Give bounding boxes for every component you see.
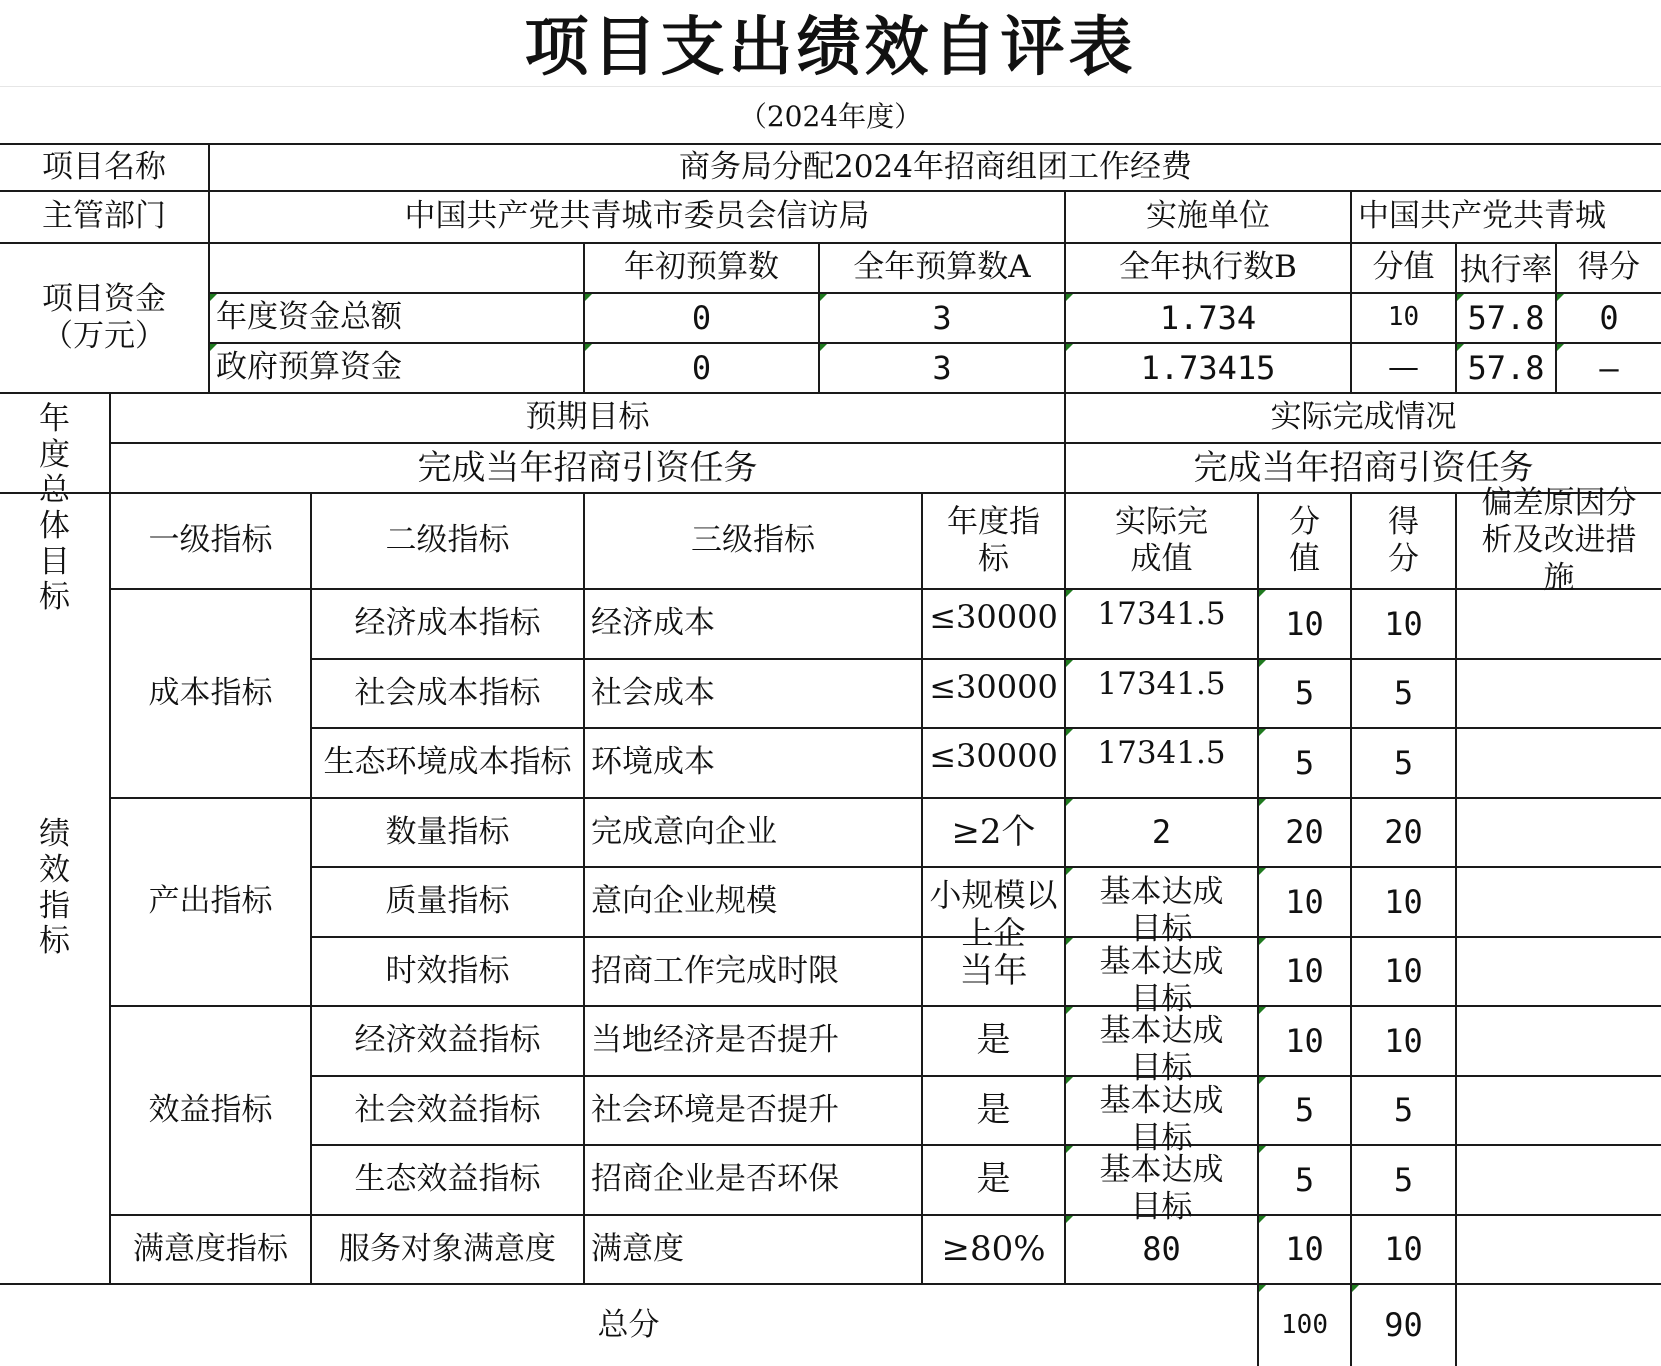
weight-value: 20 xyxy=(1259,799,1352,869)
funds-row-label: 政府预算资金 xyxy=(210,344,585,394)
weight-value: 5 xyxy=(1259,1077,1352,1147)
score-value: 10 xyxy=(1352,590,1457,660)
level2-indicator: 经济效益指标 xyxy=(312,1007,585,1077)
annual-target: 是 xyxy=(923,1007,1066,1077)
level3-indicator: 当地经济是否提升 xyxy=(585,1007,923,1077)
annual-goal-label: 年度总体目标 xyxy=(0,394,111,494)
level2-indicator: 时效指标 xyxy=(312,938,585,1008)
annual-target: 是 xyxy=(923,1077,1066,1147)
actual-value: 基本达成目标 xyxy=(1066,868,1259,938)
level3-indicator: 经济成本 xyxy=(585,590,923,660)
weight-value: 5 xyxy=(1259,660,1352,730)
funds-score-value: — xyxy=(1352,344,1457,394)
level2-indicator: 经济成本指标 xyxy=(312,590,585,660)
deviation-reason[interactable] xyxy=(1457,799,1661,869)
score-value: 5 xyxy=(1352,660,1457,730)
level3-indicator: 招商企业是否环保 xyxy=(585,1146,923,1216)
actual-value: 2 xyxy=(1066,799,1259,869)
level2-indicator: 社会成本指标 xyxy=(312,660,585,730)
total-blank xyxy=(1457,1285,1661,1366)
deviation-reason[interactable] xyxy=(1457,1146,1661,1216)
level2-indicator: 生态环境成本指标 xyxy=(312,729,585,799)
weight-value: 5 xyxy=(1259,1146,1352,1216)
level2-indicator: 社会效益指标 xyxy=(312,1077,585,1147)
annual-target: ≤30000 xyxy=(923,729,1066,799)
deviation-reason[interactable] xyxy=(1457,1007,1661,1077)
score-value: 5 xyxy=(1352,1146,1457,1216)
level3-indicator: 社会成本 xyxy=(585,660,923,730)
header-level1: 一级指标 xyxy=(111,494,312,590)
level2-indicator: 服务对象满意度 xyxy=(312,1216,585,1286)
deviation-reason[interactable] xyxy=(1457,1216,1661,1286)
actual-value: 基本达成目标 xyxy=(1066,1077,1259,1147)
actual-status-value: 完成当年招商引资任务 xyxy=(1066,444,1661,494)
expected-goal-label: 预期目标 xyxy=(111,394,1066,444)
annual-target: ≥2个 xyxy=(923,799,1066,869)
page-title: 项目支出绩效自评表 xyxy=(524,10,1137,85)
funds-exec-rate: 57.8 xyxy=(1457,344,1557,394)
score-value: 10 xyxy=(1352,868,1457,938)
funds-header-exec-rate: 执行率 xyxy=(1457,244,1557,294)
level2-indicator: 数量指标 xyxy=(312,799,585,869)
annual-target: 当年 xyxy=(923,938,1066,1008)
score-value: 5 xyxy=(1352,1077,1457,1147)
expected-goal-value: 完成当年招商引资任务 xyxy=(111,444,1066,494)
level3-indicator: 招商工作完成时限 xyxy=(585,938,923,1008)
annual-target: ≤30000 xyxy=(923,590,1066,660)
deviation-reason[interactable] xyxy=(1457,1077,1661,1147)
deviation-reason[interactable] xyxy=(1457,868,1661,938)
level2-indicator: 生态效益指标 xyxy=(312,1146,585,1216)
deviation-reason[interactable] xyxy=(1457,729,1661,799)
header-score: 得分 xyxy=(1352,494,1457,590)
score-value: 10 xyxy=(1352,1007,1457,1077)
level3-indicator: 意向企业规模 xyxy=(585,868,923,938)
weight-value: 10 xyxy=(1259,1216,1352,1286)
actual-status-label: 实际完成情况 xyxy=(1066,394,1661,444)
level3-indicator: 满意度 xyxy=(585,1216,923,1286)
header-weight: 分值 xyxy=(1259,494,1352,590)
funds-header-blank xyxy=(210,244,585,294)
weight-value: 10 xyxy=(1259,1007,1352,1077)
header-annual-target: 年度指标 xyxy=(923,494,1066,590)
weight-value: 10 xyxy=(1259,868,1352,938)
funds-exec-b-value: 1.734 xyxy=(1066,294,1352,344)
level1-indicator: 成本指标 xyxy=(111,590,312,799)
project-name-label: 项目名称 xyxy=(0,143,210,192)
level3-indicator: 环境成本 xyxy=(585,729,923,799)
score-value: 5 xyxy=(1352,729,1457,799)
actual-value: 17341.5 xyxy=(1066,660,1259,730)
funds-score: 0 xyxy=(1557,294,1661,344)
funds-header-score-value: 分值 xyxy=(1352,244,1457,294)
funds-initial-value: 0 xyxy=(585,344,820,394)
annual-target: ≥80% xyxy=(923,1216,1066,1286)
funds-score: — xyxy=(1557,344,1661,394)
actual-value: 17341.5 xyxy=(1066,590,1259,660)
header-level3: 三级指标 xyxy=(585,494,923,590)
deviation-reason[interactable] xyxy=(1457,590,1661,660)
funds-label: 项目资金 （万元） xyxy=(0,244,210,394)
level1-indicator: 产出指标 xyxy=(111,799,312,1008)
score-value: 10 xyxy=(1352,1216,1457,1286)
weight-value: 5 xyxy=(1259,729,1352,799)
annual-target: 是 xyxy=(923,1146,1066,1216)
funds-initial-value: 0 xyxy=(585,294,820,344)
total-weight: 100 xyxy=(1259,1285,1352,1366)
score-value: 10 xyxy=(1352,938,1457,1008)
header-actual-value: 实际完成值 xyxy=(1066,494,1259,590)
year-subtitle: （2024年度） xyxy=(738,100,923,133)
funds-exec-rate: 57.8 xyxy=(1457,294,1557,344)
funds-header-exec-b: 全年执行数B xyxy=(1066,244,1352,294)
actual-value: 基本达成目标 xyxy=(1066,1007,1259,1077)
header-deviation-reason: 偏差原因分析及改进措施 xyxy=(1457,494,1661,590)
total-score: 90 xyxy=(1352,1285,1457,1366)
level1-indicator: 满意度指标 xyxy=(111,1216,312,1286)
total-label: 总分 xyxy=(0,1285,1259,1366)
impl-unit-label: 实施单位 xyxy=(1066,192,1352,244)
deviation-reason[interactable] xyxy=(1457,660,1661,730)
annual-target: ≤30000 xyxy=(923,660,1066,730)
project-name-value: 商务局分配2024年招商组团工作经费 xyxy=(210,143,1661,192)
level3-indicator: 完成意向企业 xyxy=(585,799,923,869)
actual-value: 基本达成目标 xyxy=(1066,938,1259,1008)
funds-header-score: 得分 xyxy=(1557,244,1661,294)
weight-value: 10 xyxy=(1259,938,1352,1008)
score-value: 20 xyxy=(1352,799,1457,869)
actual-value: 17341.5 xyxy=(1066,729,1259,799)
funds-header-initial: 年初预算数 xyxy=(585,244,820,294)
annual-target: 小规模以上企 xyxy=(923,868,1066,938)
funds-budget-a-value: 3 xyxy=(820,344,1066,394)
impl-unit-value: 中国共产党共青城 xyxy=(1352,192,1661,244)
dept-label: 主管部门 xyxy=(0,192,210,244)
dept-value: 中国共产党共青城市委员会信访局 xyxy=(210,192,1066,244)
funds-exec-b-value: 1.73415 xyxy=(1066,344,1352,394)
funds-budget-a-value: 3 xyxy=(820,294,1066,344)
actual-value: 80 xyxy=(1066,1216,1259,1286)
funds-score-value: 10 xyxy=(1352,294,1457,344)
header-level2: 二级指标 xyxy=(312,494,585,590)
level1-indicator: 效益指标 xyxy=(111,1007,312,1216)
actual-value: 基本达成目标 xyxy=(1066,1146,1259,1216)
level3-indicator: 社会环境是否提升 xyxy=(585,1077,923,1147)
funds-row-label: 年度资金总额 xyxy=(210,294,585,344)
level2-indicator: 质量指标 xyxy=(312,868,585,938)
performance-indicators-label: 绩效指标 xyxy=(0,494,111,1285)
weight-value: 10 xyxy=(1259,590,1352,660)
deviation-reason[interactable] xyxy=(1457,938,1661,1008)
funds-header-budget-a: 全年预算数A xyxy=(820,244,1066,294)
